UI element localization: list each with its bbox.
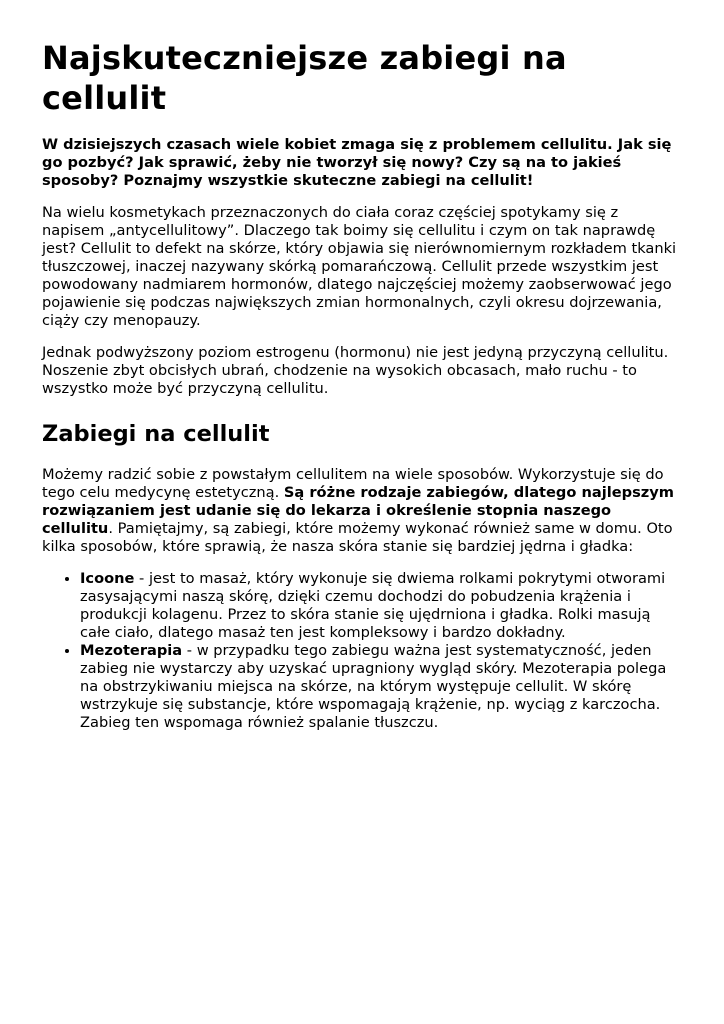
section-intro [42, 466, 682, 556]
list-item [80, 642, 682, 732]
treatment-description: - jest to masaż, który wykonuje się dwiema rolkami pokrytymi otworami zasysającymi naszą skórę, dzięki czemu dochodzi do pobudzenia krążenia i produkcji kolagenu. Przez to skóra stanie się ujędrniona i gładka. Rolki masują całe ciało, dlatego masaż ten jest kompleksowy i bardzo dokładny. [80, 570, 666, 642]
section-heading: Zabiegi na cellulit [42, 421, 270, 447]
paragraph-cellulite-causes: Jednak podwyższony poziom estrogenu (hormonu) nie jest jedyną przyczyną cellulitu. Noszenie zbyt obcisłych ubrań, chodzenie na wysokich obcasach, mało ruchu - to wszystko może być przyczyną cellulitu. [42, 344, 669, 397]
treatment-list [42, 570, 682, 732]
article-lead: W dzisiejszych czasach wiele kobiet zmaga się z problemem cellulitu. Jak się go pozbyć? Jak sprawić, żeby nie tworzył się nowy? Czy są na to jakieś sposoby? Poznajmy wszystkie skuteczne zabiegi na cellulit! [42, 136, 672, 189]
list-item [80, 570, 682, 642]
treatment-term: Icoone [80, 570, 135, 588]
section-intro-end: . Pamiętajmy, są zabiegi, które możemy wykonać również same w domu. Oto kilka sposobów, które sprawią, że nasza skóra stanie się bardziej jędrna i gładka: [42, 520, 673, 556]
section-intro-bold: Są różne rodzaje zabiegów, dlatego najlepszym rozwiązaniem jest udanie się do lekarza i określenie stopnia naszego cellulitu [42, 484, 674, 538]
treatment-term: Mezoterapia [80, 642, 183, 660]
paragraph-cellulite-definition: Na wielu kosmetykach przeznaczonych do ciała coraz częściej spotykamy się z napisem „antycellulitowy”. Dlaczego tak boimy się cellulitu i czym on tak naprawdę jest? Cellulit to defekt na skórze, który objawia się nierównomiernym rozkładem tkanki tłuszczowej, inaczej nazywany skórką pomarańczową. Cellulit przede wszystkim jest powodowany nadmiarem hormonów, dlatego najczęściej możemy zaobserwować jego pojawienie się podczas największych zmian hormonalnych, czyli okresu dojrzewania, ciąży czy menopauzy. [42, 204, 677, 329]
article-title: Najskuteczniejsze zabiegi na cellulit [42, 39, 567, 117]
treatment-description: - w przypadku tego zabiegu ważna jest systematyczność, jeden zabieg nie wystarczy aby uzyskać upragniony wygląd skóry. Mezoterapia polega na obstrzykiwaniu miejsca na skórze, na którym występuje cellulit. W skórę wstrzykuje się substancje, które wspomagają krążenie, np. wyciąg z karczocha. Zabieg ten wspomaga również spalanie tłuszczu. [80, 642, 667, 732]
section-intro-start: Możemy radzić sobie z powstałym cellulitem na wiele sposobów. Wykorzystuje się do tego celu medycynę estetyczną. [42, 466, 664, 502]
